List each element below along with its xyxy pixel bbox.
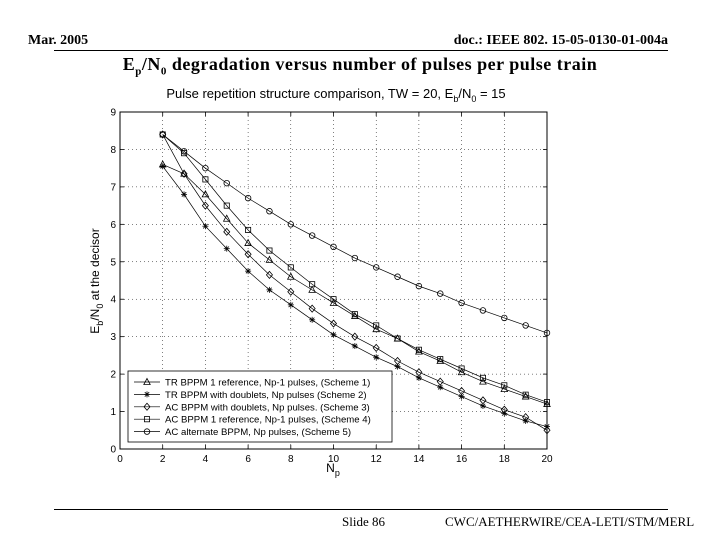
y-tick-label: 2 <box>110 369 116 381</box>
x-tick-label: 20 <box>541 454 553 465</box>
x-tick-label: 6 <box>245 454 251 465</box>
star-marker <box>224 246 230 252</box>
star-marker <box>309 317 315 323</box>
legend-label: TR BPPM with doublets, Np pulses (Scheme 2) <box>165 389 367 401</box>
chart-title <box>166 86 505 104</box>
slide-title-sub2: 0 <box>160 65 167 78</box>
x-tick-label: 0 <box>117 454 123 465</box>
chart-title-mid: /N <box>458 86 472 101</box>
legend-label: TR BPPM 1 reference, Np-1 pulses, (Scheme 1) <box>165 377 371 389</box>
star-marker <box>160 163 166 169</box>
legend-label: AC alternate BPPM, Np pulses, (Scheme 5) <box>165 427 352 439</box>
x-tick-label: 4 <box>202 454 209 465</box>
y-tick-label: 1 <box>110 407 116 419</box>
x-axis-label-main: N <box>326 461 335 475</box>
footer-organizations: CWC/AETHERWIRE/CEA-LETI/STM/MERL <box>445 514 695 529</box>
y-tick-label: 5 <box>110 257 116 269</box>
chart-title-sub2: 0 <box>471 94 477 104</box>
chart-title-sub: b <box>453 94 459 104</box>
chart-title-main: Pulse repetition structure comparison, TW = 20, E <box>166 86 454 101</box>
legend-items <box>134 378 371 439</box>
slide-title-sub1: p <box>135 65 142 78</box>
y-axis-label-b: b <box>95 320 105 326</box>
legend-entry-4 <box>134 415 371 426</box>
x-tick-label: 10 <box>327 454 340 465</box>
star-marker <box>144 391 150 397</box>
legend-entry-2 <box>134 390 367 401</box>
y-axis-label-c: /N <box>88 308 102 321</box>
x-axis-label-sub: p <box>334 468 340 478</box>
y-axis-label-d: 0 <box>95 303 105 309</box>
header-doc-id: doc.: IEEE 802. 15-05-0130-01-004a <box>453 33 668 48</box>
star-marker <box>331 332 337 338</box>
y-axis-label <box>88 228 105 333</box>
x-tick-label: 2 <box>159 454 166 465</box>
x-tick-label: 18 <box>498 454 510 465</box>
star-marker <box>288 302 294 308</box>
star-marker <box>373 354 379 360</box>
legend-label: AC BPPM with doublets, Np pulses. (Scheme 3) <box>165 402 370 414</box>
y-tick-label: 3 <box>110 332 116 344</box>
legend-entry-3 <box>134 402 370 413</box>
x-tick-label: 8 <box>288 454 294 465</box>
footer-slide-number: Slide 86 <box>342 514 385 529</box>
star-marker <box>245 268 251 274</box>
star-marker <box>181 191 187 197</box>
y-axis-label-e: at the decisor <box>88 228 102 304</box>
x-tick-label: 16 <box>456 454 468 465</box>
x-tick-label: 14 <box>413 454 425 465</box>
slide-title-main: E <box>122 54 136 74</box>
chart-title-rest: = 15 <box>476 86 506 101</box>
y-tick-label: 9 <box>110 107 116 119</box>
slide-title-mid: /N <box>141 54 161 74</box>
footer-rule <box>54 509 668 510</box>
slide-title-rest: degradation versus number of pulses per pulse train <box>166 54 598 74</box>
y-tick-label: 6 <box>110 219 116 231</box>
star-marker <box>352 343 358 349</box>
y-tick-label: 4 <box>110 294 116 306</box>
y-tick-label: 7 <box>110 182 116 194</box>
legend-entry-5 <box>134 427 351 438</box>
y-tick-label: 0 <box>110 444 116 456</box>
star-marker <box>202 223 208 229</box>
x-tick-label: 12 <box>370 454 382 465</box>
legend-label: AC BPPM 1 reference, Np-1 pulses, (Scheme 4) <box>165 414 371 426</box>
star-marker <box>266 287 272 293</box>
legend-entry-1 <box>134 378 370 389</box>
header-date: Mar. 2005 <box>28 33 89 48</box>
y-axis-label-a: E <box>88 325 102 334</box>
y-tick-label: 8 <box>110 144 116 156</box>
legend <box>128 371 392 442</box>
